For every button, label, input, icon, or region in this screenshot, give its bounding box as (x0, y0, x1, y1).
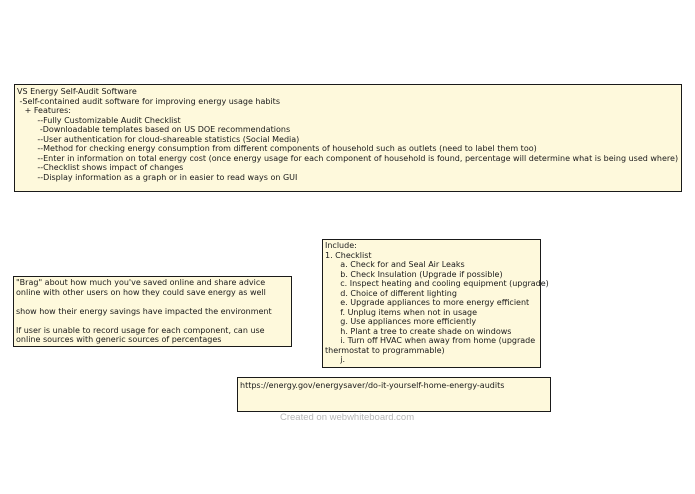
note-line: --Checklist shows impact of changes (17, 163, 184, 172)
checklist-item: j. (325, 355, 346, 364)
note-line: --Fully Customizable Audit Checklist (17, 115, 181, 125)
checklist-item: e. Upgrade appliances to more energy efficient (325, 298, 530, 307)
watermark: Created on webwhiteboard.com (280, 412, 415, 423)
checklist-item: a. Check for and Seal Air Leaks (325, 260, 465, 269)
note-heading: Include: (325, 241, 357, 250)
checklist-item: i. Turn off HVAC when away from home (upgrade thermostat to programmable) (325, 336, 538, 355)
checklist-item: d. Choice of different lighting (325, 288, 457, 298)
checklist-item: c. Inspect heating and cooling equipment (upgrade) (325, 279, 549, 288)
note-paragraph: show how their energy savings have impacted the environment (16, 306, 272, 316)
sticky-note-brag[interactable] (13, 276, 292, 347)
checklist-item: 1. Checklist (325, 250, 372, 260)
note-spacer (16, 297, 289, 307)
sticky-note-include[interactable] (322, 239, 549, 368)
note-line: --User authentication for cloud-shareable statistics (Social Media) (17, 134, 300, 144)
note-line: --Display information as a graph or in easier to read ways on GUI (17, 172, 298, 182)
checklist-item: g. Use appliances more efficiently (325, 317, 477, 326)
sticky-note-features[interactable] (14, 84, 682, 192)
note-paragraph: "Brag" about how much you've saved online and share advice online with other users on how they could save energy as well (16, 278, 266, 297)
note-line: --Enter in information on total energy cost (once energy usage for each component of household is found, percentage will determine what is being used where) (17, 153, 679, 163)
note-line: -Downloadable templates based on US DOE recommendations (17, 125, 291, 134)
note-line: --Method for checking energy consumption from different components of household such as outlets (need to label them too) (17, 144, 537, 153)
checklist-item: h. Plant a tree to create shade on windows (325, 326, 512, 336)
note-line: -Self-contained audit software for improving energy usage habits (17, 96, 280, 106)
checklist-item: b. Check Insulation (Upgrade if possible) (325, 269, 503, 279)
note-paragraph: If user is unable to record usage for each component, can use online sources with generic sources of percentages (16, 325, 265, 344)
checklist-item: f. Unplug items when not in usage (325, 307, 478, 317)
note-line: + Features: (17, 106, 71, 115)
sticky-note-link[interactable] (237, 377, 551, 412)
note-link-url: https://energy.gov/energysaver/do-it-yourself-home-energy-audits (240, 381, 505, 390)
note-spacer (16, 316, 289, 326)
note-line: VS Energy Self-Audit Software (17, 87, 137, 96)
